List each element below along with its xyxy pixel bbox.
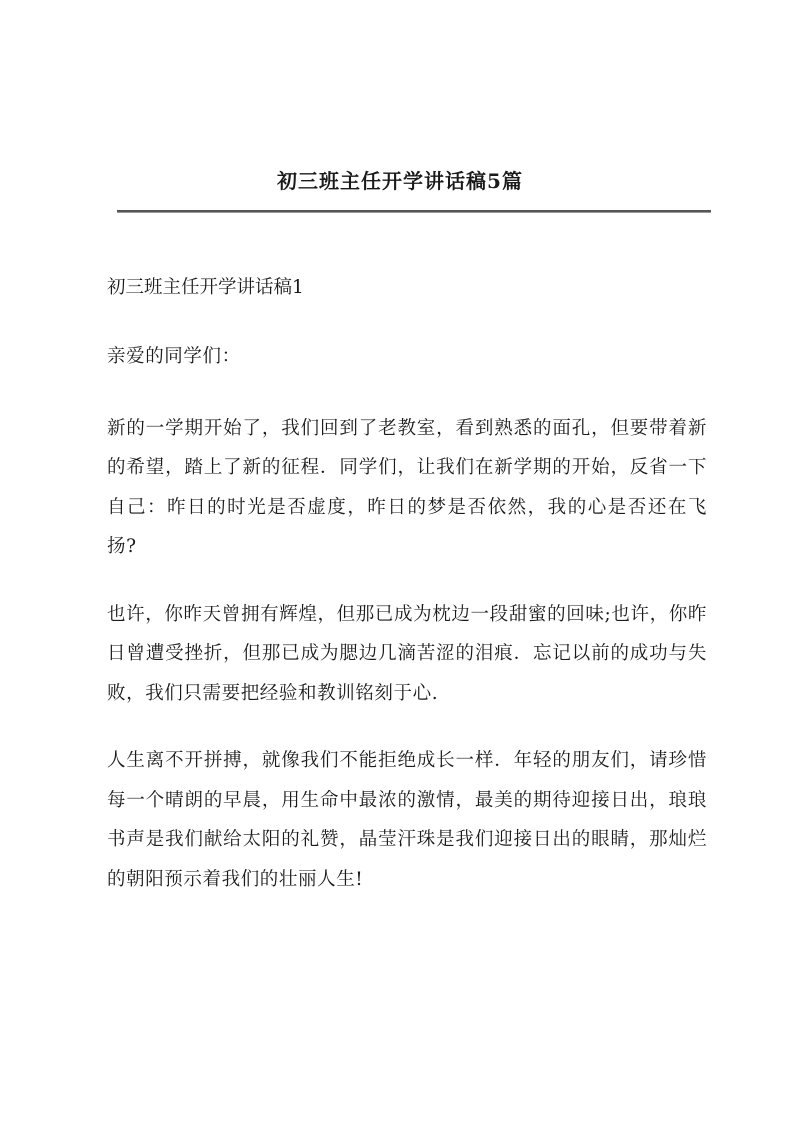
paragraph-2: 也许，你昨天曾拥有辉煌，但那已成为枕边一段甜蜜的回味;也许，你昨日曾遭受挫折，但那已成为腮边几滴苦涩的泪痕．忘记以前的成功与失败，我们只需要把经验和教训铭刻于心. [107,603,707,704]
paragraph-1: 新的一学期开始了，我们回到了老教室，看到熟悉的面孔，但要带着新的希望，踏上了新的征程．同学们，让我们在新学期的开始，反省一下自己：昨日的时光是否虚度，昨日的梦是否依然，我的心是否还在飞扬? [107,417,707,557]
title-divider [117,210,711,213]
document-title: 初三班主任开学讲话稿5篇 [277,169,523,193]
salutation: 亲爱的同学们： [107,346,241,367]
document-body [107,270,707,927]
paragraph-3: 人生离不开拼搏，就像我们不能拒绝成长一样．年轻的朋友们，请珍惜每一个晴朗的早晨，用生命中最浓的激情，最美的期待迎接日出，琅琅书声是我们献给太阳的礼赞，晶莹汗珠是我们迎接日出的眼睛，那灿烂的朝阳预示着我们的壮丽人生! [107,750,707,890]
section-heading: 初三班主任开学讲话稿1 [107,277,304,298]
